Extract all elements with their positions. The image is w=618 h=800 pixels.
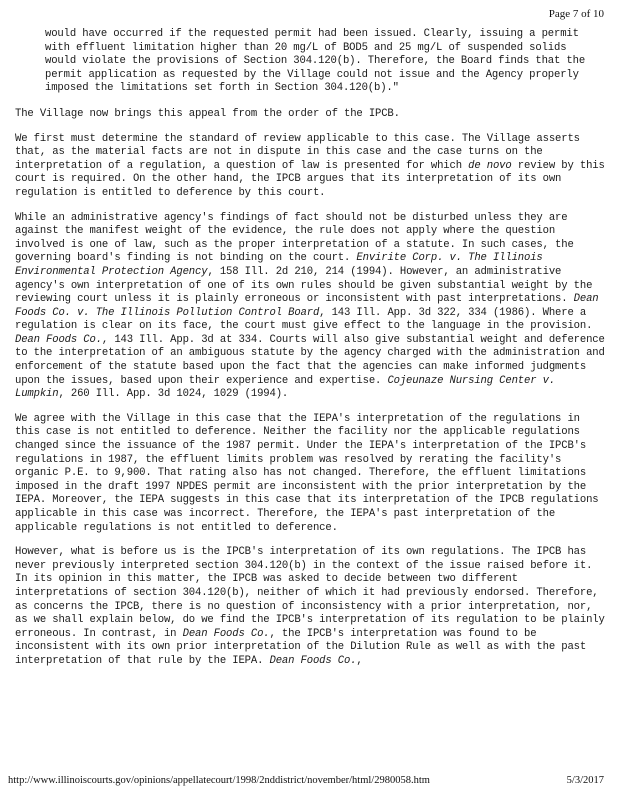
page-number: Page 7 of 10 — [548, 8, 604, 20]
case-citation: Dean Foods Co. — [269, 654, 357, 667]
case-citation: Dean Foods Co. — [15, 333, 102, 346]
paragraph: However, what is before us is the IPCB's interpretation of its own regulations. The IPCB has never previously interpreted section 304.120(b) in the context of the issue raised before it. In its opinion in this matter, the IPCB was asked to decide between two different interpretations of section 304.120(b), neither of which it had previously endorsed. Therefore, as concerns the IPCB, there is no question of inconsistency with a prior interpretation, nor, as we shall explain below, do we find the IPCB's interpretation of its regulation to be plainly erroneous. In contrast, in Dean Foods Co., the IPCB's interpretation was found to be inconsistent with its own prior interpretation of the Dilution Rule as well as with the past interpretation of that rule by the IEPA. Dean Foods Co., — [15, 546, 605, 667]
paragraph: We agree with the Village in this case that the IEPA's interpretation of the regulations in this case is not entitled to deference. Neither the facility nor the applicable regulations changed since the issuance of the 1987 permit. Under the IEPA's interpretation of the IPCB's regulations in 1987, the effluent limits problem was resolved by rerating the facility's organic P.E. to 9,900. That rating also has not changed. Therefore, the effluent limitations imposed in the draft 1997 NPDES permit are inconsistent with the prior interpretation by the IEPA. Moreover, the IEPA suggests in this case that its interpretation of the IPCB regulations applicable in this case was incorrect. Therefore, the IEPA's past interpretation of the applicable regulations is not entitled to deference. — [15, 412, 599, 534]
block-quote: would have occurred if the requested permit had been issued. Clearly, issuing a permit with effluent limitation higher than 20 mg/L of BOD5 and 25 mg/L of suspended solids would violate the provisions of Section 304.120(b). Therefore, the Board finds that the permit application as requested by the Village could not issue and the Agency properly imposed the limitations set forth in Section 304.120(b)." — [45, 28, 586, 95]
paragraph: While an administrative agency's findings of fact should not be disturbed unless they are against the manifest weight of the evidence, the rule does not apply where the question involved is one of law, such as the proper interpretation of a statute. In such cases, the governing board's finding is not binding on the court. Envirite Corp. v. The Illinois Environmental Protection Agency, 158 Ill. 2d 210, 214 (1994). However, an administrative agency's own interpretation of one of its own rules should be given substantial weight by the reviewing court unless it is plainly erroneous or inconsistent with past interpretations. Dean Foods Co. v. The Illinois Pollution Control Board, 143 Ill. App. 3d 322, 334 (1986). Where a regulation is clear on its face, the court must give effect to the language in the provision. Dean Foods Co., 143 Ill. App. 3d at 334. Courts will also give substantial weight and deference to the interpretation of an ambiguous statute by the agency charged with the administration and enforcement of the statute based upon the fact that the agencies can make informed judgments upon the issues, based upon their experience and expertise. Cojeunaze Nursing Center v. Lumpkin, 260 Ill. App. 3d 1024, 1029 (1994). — [15, 211, 605, 401]
print-footer — [8, 775, 604, 786]
case-citation: Dean Foods Co. — [182, 627, 270, 640]
footer-url: http://www.illinoiscourts.gov/opinions/appellatecourt/1998/2nddistrict/november/html/2980058.htm — [8, 775, 430, 786]
paragraph: We first must determine the standard of review applicable to this case. The Village asserts that, as the material facts are not in dispute in this case and the case turns on the interpretation of a regulation, a question of law is presented for which de novo review by this court is required. On the other hand, the IPCB argues that its interpretation of its own regulation is entitled to deference by this court. — [15, 132, 605, 199]
document-body — [15, 28, 610, 680]
paragraph: The Village now brings this appeal from the order of the IPCB. — [15, 107, 400, 120]
case-citation: Dean Foods Co. v. The Illinois Pollution Control Board — [15, 293, 599, 319]
footer-date: 5/3/2017 — [566, 775, 604, 786]
case-citation: Envirite Corp. v. The Illinois Environmental Protection Agency — [15, 252, 543, 278]
italic-term: de novo — [468, 159, 512, 172]
case-citation: Cojeunaze Nursing Center v. Lumpkin — [15, 374, 556, 401]
